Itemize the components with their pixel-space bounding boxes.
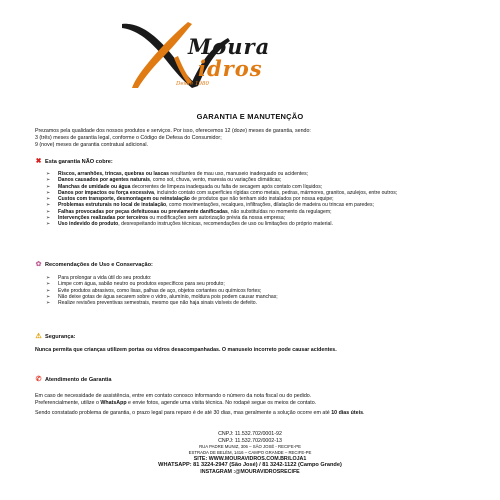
list-item: ➢ Para prolongar a vida útil do seu produto: — [46, 275, 476, 281]
safety-text: Nunca permita que crianças utilizem portas ou vidros desacompanhadas. O manuseio incorreto pode causar acidentes. — [35, 347, 337, 353]
brand-name-bottom: idros — [198, 56, 263, 81]
support-line: Em caso de necessidade de assistência, entre em contato conosco informando o número da nota fiscal ou do pedido. — [35, 393, 312, 399]
intro-line: 9 (nove) meses de garantia contratual adicional. — [35, 142, 149, 149]
x-icon: ✖ — [35, 158, 42, 165]
page-title: GARANTIA E MANUTENÇÃO — [196, 112, 304, 121]
support-line: Preferencialmente, utilize o WhatsApp e envie fotos, agende uma visita técnica. No rodapé segue os meios de contato. — [35, 400, 317, 407]
list-item: ➢ Limpe com água, sabão neutro ou produtos específicos para seu produto; — [46, 281, 476, 287]
list-item: ➢ Manchas de umidade ou água decorrentes de limpeza inadequada ou falta de secagem após contato com líquidos; — [46, 184, 476, 190]
footer-site: SITE: WWW.MOURAVIDROS.COM.BR/LOJA1 — [193, 455, 307, 462]
safety-heading — [35, 333, 75, 340]
coverage-heading-text: Esta garantia NÃO cobre: — [45, 158, 113, 165]
list-item: ➢ Uso indevido do produto, desrespeitando instruções técnicas, recomendações de uso ou limitações do próprio material. — [46, 221, 476, 227]
list-item: ➢ Riscos, arranhões, trincas, quebras ou lascas resultantes de mau uso, manuseio inadequado ou acidentes; — [46, 171, 476, 177]
footer-cnpj: CNPJ: 11.532.702/0002-13 — [218, 437, 282, 444]
recommendations-heading — [35, 261, 153, 268]
safety-heading-text: Segurança: — [45, 333, 76, 340]
company-logo — [118, 16, 308, 96]
intro-line: 3 (três) meses de garantia legal, conforme o Código de Defesa do Consumidor; — [35, 135, 222, 142]
support-heading — [35, 376, 112, 383]
footer-address: RUA PADRE MUNIZ, 306 – SÃO JOSÉ - RECIFE-PE — [199, 444, 301, 450]
footer-address: ESTRADA DE BELÉM, 1416 – CAMPO GRANDE – RECIFE-PE — [188, 450, 312, 455]
list-item: ➢ Custos com transporte, desmontagem ou reinstalação de produtos que não tenham sido instalados por nossa equipe; — [46, 196, 476, 202]
list-item: ➢ Problemas estruturais no local de instalação, como movimentações, recalques, infiltrações, dilatação de madeira ou trincas em paredes; — [46, 202, 476, 208]
list-item: ➢ Intervenções realizadas por terceiros ou modificações sem autorização prévia da nossa empresa; — [46, 215, 476, 221]
brand-name-top: Moura — [188, 34, 271, 59]
support-heading-text: Atendimento de Garantia — [45, 376, 112, 383]
warning-icon: ⚠ — [35, 333, 42, 340]
list-item: ➢ Danos causados por agentes naturais, como sol, chuva, vento, maresia ou variações climáticas; — [46, 177, 476, 183]
support-line: Sendo constatado problema de garantia, o prazo legal para reparo é de até 30 dias, mas geralmente a solução ocorre em até 10 dias úteis. — [35, 410, 365, 417]
footer-whatsapp: WHATSAPP: 81 3224-2947 (São José) / 81 3242-1122 (Campo Grande) — [158, 462, 342, 469]
coverage-list — [46, 171, 476, 227]
list-item: ➢ Não deixe gotas de água secarem sobre o vidro, alumínio, moldura pois podem causar manchas; — [46, 294, 476, 300]
recommendations-heading-text: Recomendações de Uso e Conservação: — [45, 261, 153, 268]
recommendations-list — [46, 275, 476, 306]
flower-icon: ✿ — [35, 261, 42, 268]
coverage-heading — [35, 158, 113, 165]
list-item: ➢ Danos por impactos ou força excessiva, incluindo contato com superfícies rígidas como metais, pedras, mármores, granitos, azulejos, entre outros; — [46, 190, 476, 196]
footer-cnpj: CNPJ: 11.532.702/0001-92 — [218, 431, 282, 437]
footer-instagram: INSTAGRAM :@MOURAVIDROSRECIFE — [200, 469, 300, 475]
support-paragraph — [35, 393, 465, 417]
footer — [0, 431, 500, 476]
phone-icon: ✆ — [35, 376, 42, 383]
intro-paragraph — [35, 128, 465, 149]
brand-since: Desde 1980 — [176, 81, 210, 87]
list-item: ➢ Realize revisões preventivas semestrais, mesmo que não haja sinais visíveis de defeito. — [46, 300, 476, 306]
list-item: ➢ Falhas provocadas por peças defeituosas ou previamente danificadas, não substituídas no momento da regulagem; — [46, 209, 476, 215]
intro-line: Prezamos pela qualidade dos nossos produtos e serviços. Por isso, oferecemos 12 (doze) meses de garantia, sendo: — [35, 128, 311, 134]
list-item: ➢ Evite produtos abrasivos, como lixas, palhas de aço, objetos cortantes ou químicos fortes; — [46, 288, 476, 294]
